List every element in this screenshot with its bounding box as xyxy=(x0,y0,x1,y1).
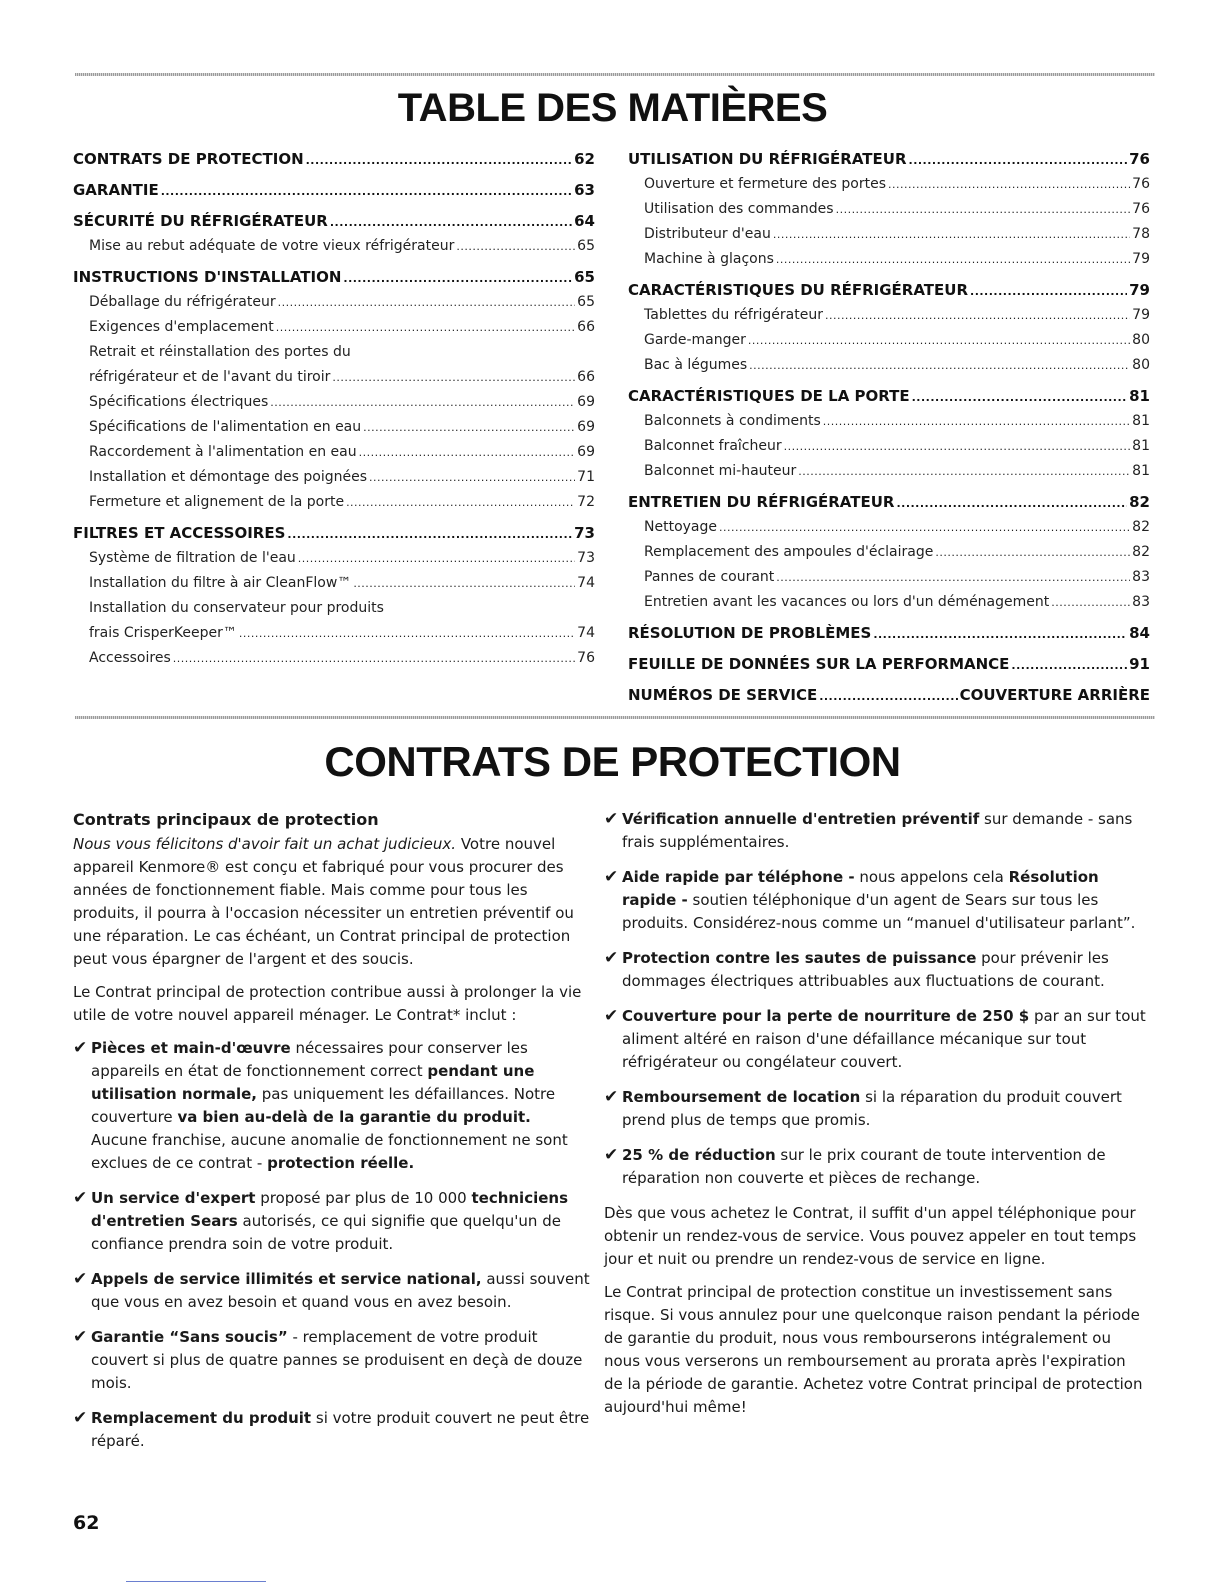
toc-entry xyxy=(73,290,595,315)
toc-entry-page: 73 xyxy=(577,550,595,566)
toc-entry xyxy=(628,277,1150,303)
benefit-text xyxy=(91,1326,591,1395)
benefit-run: Aucune franchise, aucune anomalie de fonctionnement ne sont exclues de ce contrat - xyxy=(91,1131,568,1172)
toc-entry xyxy=(73,146,595,172)
toc-leader-dots xyxy=(888,172,1130,197)
toc-entry-page: 65 xyxy=(574,268,595,286)
benefit-bold-run: Couverture pour la perte de nourriture de 250 $ xyxy=(622,1007,1030,1025)
toc-leader-dots xyxy=(873,622,1127,648)
toc-entry-page: 69 xyxy=(577,444,595,460)
toc-entry-page: 84 xyxy=(1129,624,1150,642)
toc-entry-page: 76 xyxy=(1132,201,1150,217)
toc-entry xyxy=(628,620,1150,646)
toc-entry-label: Distributeur d'eau xyxy=(644,226,771,242)
toc-entry-page: 65 xyxy=(577,294,595,310)
toc-entry-label: CARACTÉRISTIQUES DE LA PORTE xyxy=(628,387,910,405)
toc-entry-label: Installation du filtre à air CleanFlow™ xyxy=(89,575,352,591)
toc-entry xyxy=(628,565,1150,590)
benefit-item xyxy=(73,1326,591,1395)
toc-leader-dots xyxy=(748,328,1130,353)
toc-leader-dots xyxy=(773,222,1130,247)
toc-entry-label: Ouverture et fermeture des portes xyxy=(644,176,886,192)
toc-entry-label: Spécifications de l'alimentation en eau xyxy=(89,419,362,435)
benefit-run: nécessaires pour conserver les appareils en état de fonctionnement correct xyxy=(91,1039,528,1080)
toc-entry-label: Remplacement des ampoules d'éclairage xyxy=(644,544,934,560)
toc-entry-page: 79 xyxy=(1132,251,1150,267)
toc-leader-dots xyxy=(369,465,575,490)
toc-title: TABLE DES MATIÈRES xyxy=(397,86,828,130)
toc-entry xyxy=(628,353,1150,378)
toc-entry-label: Système de filtration de l'eau xyxy=(89,550,296,566)
toc-leader-dots xyxy=(346,490,575,515)
toc-leader-dots xyxy=(270,390,575,415)
benefit-text xyxy=(622,1005,1149,1074)
toc-entry-page: 66 xyxy=(577,319,595,335)
benefit-bold-run: Garantie “Sans soucis” xyxy=(91,1328,288,1346)
benefit-item xyxy=(73,1268,591,1314)
toc-leader-dots xyxy=(161,179,572,205)
toc-entry-label: FEUILLE DE DONNÉES SUR LA PERFORMANCE xyxy=(628,655,1010,673)
benefit-bold-run: Remplacement du produit xyxy=(91,1409,312,1427)
toc-entry-page: 74 xyxy=(577,625,595,641)
toc-entry-label: frais CrisperKeeper™ xyxy=(89,625,237,641)
benefit-run: par an sur tout aliment altéré en raison d'une défaillance mécanique sur tout réfrigérateur ou congélateur couvert. xyxy=(622,1007,1146,1071)
toc-entry xyxy=(73,546,595,571)
toc-entry xyxy=(628,197,1150,222)
toc-entry-label: Mise au rebut adéquate de votre vieux réfrigérateur xyxy=(89,238,455,254)
toc-entry xyxy=(73,340,595,365)
toc-entry-label: Entretien avant les vacances ou lors d'un déménagement xyxy=(644,594,1050,610)
toc-entry xyxy=(73,365,595,390)
toc-entry xyxy=(628,651,1150,677)
toc-entry-page: 80 xyxy=(1132,332,1150,348)
benefit-bold-run: Vérification annuelle d'entretien préventif xyxy=(622,810,980,828)
toc-entry-page: 65 xyxy=(577,238,595,254)
toc-entry-label: Pannes de courant xyxy=(644,569,775,585)
toc-leader-dots xyxy=(819,684,957,710)
benefit-item xyxy=(604,866,1149,935)
toc-entry-page: 74 xyxy=(577,575,595,591)
toc-entry xyxy=(628,222,1150,247)
toc-entry xyxy=(628,172,1150,197)
toc-entry-page: 73 xyxy=(574,524,595,542)
toc-entry-page: 76 xyxy=(577,650,595,666)
benefit-bold-run: protection réelle. xyxy=(267,1154,415,1172)
toc-leader-dots xyxy=(239,621,575,646)
benefit-bold-run: Un service d'expert xyxy=(91,1189,256,1207)
toc-leader-dots xyxy=(909,148,1128,174)
toc-entry xyxy=(73,490,595,515)
top-divider xyxy=(75,73,1155,76)
toc-entry-page: 81 xyxy=(1129,387,1150,405)
toc-leader-dots xyxy=(912,385,1128,411)
toc-leader-dots xyxy=(330,210,572,236)
toc-entry-label: Tablettes du réfrigérateur xyxy=(644,307,823,323)
toc-entry xyxy=(628,409,1150,434)
benefit-item xyxy=(604,1144,1149,1190)
toc-entry xyxy=(628,303,1150,328)
toc-entry-page: 72 xyxy=(577,494,595,510)
benefit-item xyxy=(73,1187,591,1256)
benefit-item xyxy=(604,808,1149,854)
toc-entry-page: 76 xyxy=(1132,176,1150,192)
toc-entry xyxy=(73,315,595,340)
benefit-text xyxy=(91,1268,591,1314)
checkmark-icon: ✔ xyxy=(604,809,619,829)
toc-entry xyxy=(73,390,595,415)
checkmark-icon: ✔ xyxy=(604,1006,619,1026)
toc-entry-label: Machine à glaçons xyxy=(644,251,774,267)
toc-entry-label: GARANTIE xyxy=(73,181,159,199)
toc-entry xyxy=(628,682,1150,708)
toc-entry-label: Retrait et réinstallation des portes du xyxy=(89,344,351,360)
toc-leader-dots xyxy=(298,546,575,571)
benefit-text xyxy=(91,1037,591,1175)
intro-paragraph xyxy=(73,833,591,971)
toc-leader-dots xyxy=(836,197,1131,222)
toc-entry-page: 82 xyxy=(1129,493,1150,511)
checkmark-icon: ✔ xyxy=(73,1038,88,1058)
toc-leader-dots xyxy=(1011,653,1127,679)
toc-entry xyxy=(73,465,595,490)
toc-leader-dots xyxy=(359,440,576,465)
toc-entry-label: Installation et démontage des poignées xyxy=(89,469,368,485)
toc-entry xyxy=(73,208,595,234)
toc-leader-dots xyxy=(896,491,1127,517)
footer-link-underline xyxy=(126,1581,266,1582)
page-number: 62 xyxy=(73,1512,100,1534)
toc-entry-label: Bac à légumes xyxy=(644,357,748,373)
benefit-run: sur le prix courant de toute intervention de réparation non couverte et pièces de rechange. xyxy=(622,1146,1106,1187)
toc-entry-page: 71 xyxy=(577,469,595,485)
toc-leader-dots xyxy=(935,540,1130,565)
service-call-paragraph: Dès que vous achetez le Contrat, il suffit d'un appel téléphonique pour obtenir un rendez-vous de service. Vous pouvez appeler en tout temps jour et nuit ou prendre un rendez-vous de service en ligne. xyxy=(604,1204,1137,1268)
benefit-bold-run: Appels de service illimités et service national, xyxy=(91,1270,482,1288)
toc-entry xyxy=(628,328,1150,353)
toc-leader-dots xyxy=(784,434,1131,459)
toc-leader-dots xyxy=(343,266,572,292)
toc-entry xyxy=(628,590,1150,615)
contracts-left-column xyxy=(73,808,591,1465)
toc-entry-page: 82 xyxy=(1132,544,1150,560)
toc-entry-page: 81 xyxy=(1132,413,1150,429)
toc-leader-dots xyxy=(970,279,1127,305)
benefit-bold-run: 25 % de réduction xyxy=(622,1146,776,1164)
benefit-item xyxy=(604,947,1149,993)
intro-text: Votre nouvel appareil Kenmore® est conçu et fabriqué pour vous procurer des années de fonctionnement fiable. Mais comme pour tous les produits, il pourra à l'occasion nécessiter un entretien préventif ou une réparation. Le cas échéant, un Contrat principal de protection peut vous épargner de l'argent et des soucis. xyxy=(73,835,574,968)
benefit-bold-run: Pièces et main-d'œuvre xyxy=(91,1039,291,1057)
toc-leader-dots xyxy=(798,459,1130,484)
benefit-item xyxy=(73,1037,591,1175)
checkmark-icon: ✔ xyxy=(604,867,619,887)
toc-leader-dots xyxy=(353,571,575,596)
toc-entry xyxy=(628,247,1150,272)
toc-entry-label: Utilisation des commandes xyxy=(644,201,834,217)
toc-entry xyxy=(628,540,1150,565)
toc-entry xyxy=(628,489,1150,515)
benefit-text xyxy=(622,947,1149,993)
benefit-text xyxy=(622,1144,1149,1190)
toc-entry-label: CONTRATS DE PROTECTION xyxy=(73,150,304,168)
toc-entry-label: Nettoyage xyxy=(644,519,717,535)
benefit-bold-run: va bien au-delà de la garantie du produit. xyxy=(177,1108,531,1126)
benefit-bold-run: Aide rapide par téléphone - xyxy=(622,868,855,886)
checkmark-icon: ✔ xyxy=(73,1408,88,1428)
benefit-run: si votre produit couvert ne peut être réparé. xyxy=(91,1409,590,1450)
contracts-right-column xyxy=(604,808,1149,1429)
toc-entry-page: 63 xyxy=(574,181,595,199)
benefit-run: soutien téléphonique d'un agent de Sears sur tous les produits. Considérez-nous comme un “manuel d'utilisateur parlant”. xyxy=(622,891,1136,932)
benefit-run: proposé par plus de 10 000 xyxy=(255,1189,472,1207)
toc-entry xyxy=(628,383,1150,409)
benefit-item xyxy=(604,1005,1149,1074)
toc-leader-dots xyxy=(276,315,575,340)
toc-entry-page: 91 xyxy=(1129,655,1150,673)
left-benefit-list xyxy=(73,1037,591,1453)
benefit-run: aussi souvent que vous en avez besoin et quand vous en avez besoin. xyxy=(91,1270,590,1311)
toc-entry xyxy=(73,520,595,546)
benefit-run: sur demande - sans frais supplémentaires. xyxy=(622,810,1133,851)
toc-entry xyxy=(73,234,595,259)
contract-includes-paragraph: Le Contrat principal de protection contribue aussi à prolonger la vie utile de votre nouvel appareil ménager. Le Contrat* inclut : xyxy=(73,983,582,1024)
toc-entry-label: Raccordement à l'alimentation en eau xyxy=(89,444,357,460)
toc-entry-page: 79 xyxy=(1129,281,1150,299)
benefit-bold-run: Protection contre les sautes de puissance xyxy=(622,949,977,967)
checkmark-icon: ✔ xyxy=(73,1327,88,1347)
toc-entry-label: Balconnets à condiments xyxy=(644,413,821,429)
toc-entry xyxy=(73,621,595,646)
benefit-run: pour prévenir les dommages électriques attribuables aux fluctuations de courant. xyxy=(622,949,1109,990)
toc-entry-page: 81 xyxy=(1132,463,1150,479)
toc-leader-dots xyxy=(306,148,573,174)
toc-entry-label: Installation du conservateur pour produits xyxy=(89,600,384,616)
section-divider xyxy=(75,716,1155,719)
benefit-text xyxy=(622,866,1149,935)
toc-entry-label: Déballage du réfrigérateur xyxy=(89,294,276,310)
benefit-run: autorisés, ce qui signifie que quelqu'un de confiance prendra soin de votre produit. xyxy=(91,1212,561,1253)
toc-entry-label: CARACTÉRISTIQUES DU RÉFRIGÉRATEUR xyxy=(628,281,969,299)
toc-entry-page: 81 xyxy=(1132,438,1150,454)
right-benefit-list xyxy=(604,808,1149,1190)
checkmark-icon: ✔ xyxy=(604,1087,619,1107)
benefit-bold-run: Résolution rapide - xyxy=(622,868,1099,909)
toc-entry-page: 79 xyxy=(1132,307,1150,323)
toc-entry-page: 83 xyxy=(1132,569,1150,585)
benefit-run: pas uniquement les défaillances. Notre couverture xyxy=(91,1085,556,1126)
toc-entry-page: 80 xyxy=(1132,357,1150,373)
toc-entry-page: 69 xyxy=(577,419,595,435)
toc-leader-dots xyxy=(776,565,1130,590)
toc-entry xyxy=(628,459,1150,484)
benefit-text xyxy=(622,1086,1149,1132)
toc-entry-page: 62 xyxy=(574,150,595,168)
toc-leader-dots xyxy=(1051,590,1130,615)
benefit-text xyxy=(622,808,1149,854)
toc-leader-dots xyxy=(719,515,1130,540)
toc-entry-page: 76 xyxy=(1129,150,1150,168)
toc-entry-page: COUVERTURE ARRIÈRE xyxy=(959,686,1150,704)
toc-leader-dots xyxy=(278,290,576,315)
toc-entry-page: 83 xyxy=(1132,594,1150,610)
toc-entry-label: INSTRUCTIONS D'INSTALLATION xyxy=(73,268,342,286)
toc-entry-label: RÉSOLUTION DE PROBLÈMES xyxy=(628,624,872,642)
toc-left-column xyxy=(73,146,595,671)
toc-entry xyxy=(73,571,595,596)
toc-entry-page: 69 xyxy=(577,394,595,410)
risk-free-paragraph: Le Contrat principal de protection constitue un investissement sans risque. Si vous annulez pour une quelconque raison pendant la période de garantie du produit, nous vous rembourserons intégralement ou nous vous verserons un remboursement au prorata après l'expiration de la période de garantie. Achetez votre Contrat principal de protection aujourd'hui même! xyxy=(604,1283,1143,1416)
toc-leader-dots xyxy=(776,247,1130,272)
toc-entry-label: Fermeture et alignement de la porte xyxy=(89,494,345,510)
toc-entry-page: 66 xyxy=(577,369,595,385)
toc-right-column xyxy=(628,146,1150,708)
toc-entry-label: Exigences d'emplacement xyxy=(89,319,274,335)
toc-leader-dots xyxy=(173,646,575,671)
toc-entry xyxy=(73,440,595,465)
toc-leader-dots xyxy=(825,303,1130,328)
toc-entry xyxy=(628,146,1150,172)
toc-entry xyxy=(73,596,595,621)
toc-entry xyxy=(73,177,595,203)
toc-entry-page: 82 xyxy=(1132,519,1150,535)
toc-entry xyxy=(628,515,1150,540)
benefit-bold-run: techniciens d'entretien Sears xyxy=(91,1189,569,1230)
toc-entry-label: Accessoires xyxy=(89,650,171,666)
toc-entry-page: 78 xyxy=(1132,226,1150,242)
checkmark-icon: ✔ xyxy=(604,948,619,968)
toc-entry-label: Spécifications électriques xyxy=(89,394,269,410)
toc-entry xyxy=(73,415,595,440)
toc-entry-label: Garde-manger xyxy=(644,332,746,348)
benefit-bold-run: pendant une utilisation normale, xyxy=(91,1062,535,1103)
toc-leader-dots xyxy=(823,409,1130,434)
toc-entry-page: 64 xyxy=(574,212,595,230)
checkmark-icon: ✔ xyxy=(604,1145,619,1165)
toc-entry-label: SÉCURITÉ DU RÉFRIGÉRATEUR xyxy=(73,212,328,230)
toc-entry-label: UTILISATION DU RÉFRIGÉRATEUR xyxy=(628,150,907,168)
toc-entry xyxy=(73,646,595,671)
toc-entry xyxy=(628,434,1150,459)
toc-entry-label: FILTRES ET ACCESSOIRES xyxy=(73,524,286,542)
benefit-run: nous appelons cela xyxy=(854,868,1009,886)
benefit-text xyxy=(91,1407,591,1453)
benefit-item xyxy=(604,1086,1149,1132)
contracts-subheading: Contrats principaux de protection xyxy=(73,810,379,829)
intro-emphasis: Nous vous félicitons d'avoir fait un achat judicieux. xyxy=(73,835,457,853)
toc-entry-label: ENTRETIEN DU RÉFRIGÉRATEUR xyxy=(628,493,895,511)
toc-leader-dots xyxy=(749,353,1130,378)
benefit-item xyxy=(73,1407,591,1453)
toc-entry xyxy=(73,264,595,290)
toc-entry-label: NUMÉROS DE SERVICE xyxy=(628,686,818,704)
toc-leader-dots xyxy=(332,365,575,390)
toc-leader-dots xyxy=(456,234,575,259)
benefit-bold-run: Remboursement de location xyxy=(622,1088,861,1106)
toc-leader-dots xyxy=(287,522,572,548)
benefit-run: si la réparation du produit couvert prend plus de temps que promis. xyxy=(622,1088,1122,1129)
checkmark-icon: ✔ xyxy=(73,1269,88,1289)
toc-entry-label: Balconnet mi-hauteur xyxy=(644,463,797,479)
toc-entry-label: Balconnet fraîcheur xyxy=(644,438,782,454)
contracts-title: CONTRATS DE PROTECTION xyxy=(324,738,901,785)
toc-entry-label: réfrigérateur et de l'avant du tiroir xyxy=(89,369,331,385)
benefit-text xyxy=(91,1187,591,1256)
checkmark-icon: ✔ xyxy=(73,1188,88,1208)
toc-leader-dots xyxy=(363,415,575,440)
benefit-run: - remplacement de votre produit couvert si plus de quatre pannes se produisent en deçà de douze mois. xyxy=(91,1328,583,1392)
